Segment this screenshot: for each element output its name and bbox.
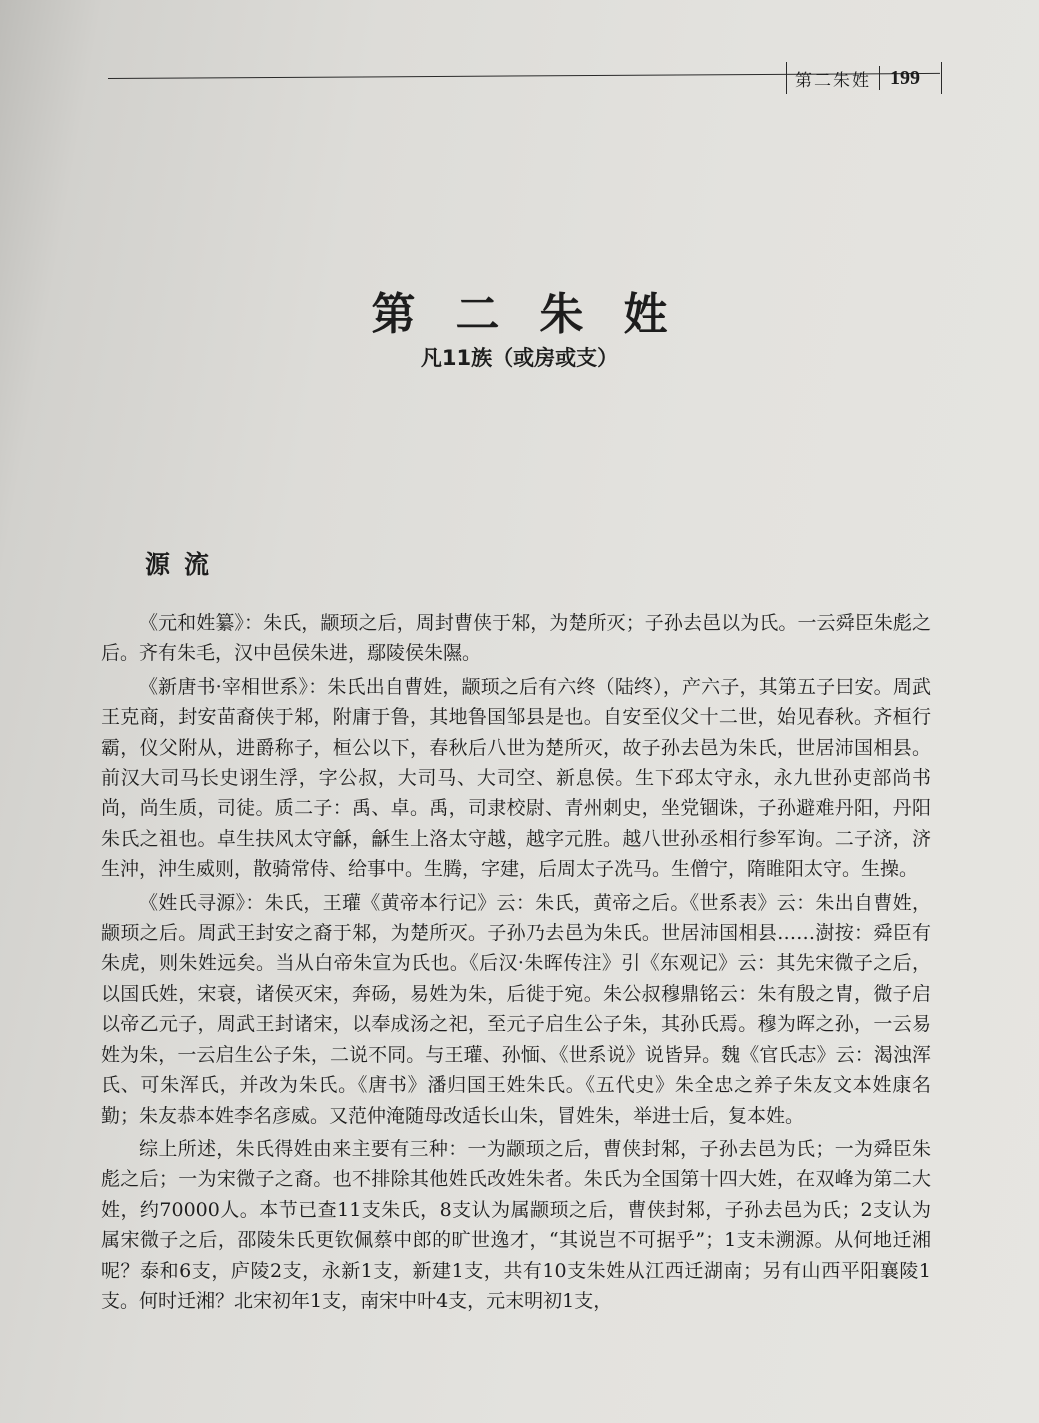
section-heading: 源流 (145, 550, 224, 579)
chapter-title: 第二朱姓 (371, 289, 708, 340)
paragraph: 《新唐书·宰相世系》：朱氏出自曹姓，颛顼之后有六终（陆终），产六子，其第五子曰安。周武王克商，封安苗裔侠于邾，附庸于鲁，其地鲁国邹县是也。自安至仪父十二世，始见春秋。齐桓行霸，仪父附从，进爵称子，桓公以下，春秋后八世为楚所灭，故子孙去邑为朱氏，世居沛国相县。前汉大司马长史诩生浮，字公叔，大司马、大司空、新息侯。生下邳太守永，永九世孙吏部尚书尚，尚生质，司徒。质二子：禹、卓。禹，司隶校尉、青州刺史，坐党锢诛，子孙避难丹阳，丹阳朱氏之祖也。卓生扶风太守龢，龢生上洛太守越，越字元胜。越八世孙丞相行参军询。二子济，济生沖，沖生威则，散骑常侍、给事中。生腾，字建，后周太子冼马。生僧宁，隋睢阳太守。生操。 (101, 675, 931, 881)
body-text (101, 608, 931, 1319)
paragraph: 综上所述，朱氏得姓由来主要有三种：一为颛顼之后，曹侠封邾，子孙去邑为氏；一为舜臣朱彪之后；一为宋微子之裔。也不排除其他姓氏改姓朱者。朱氏为全国第十四大姓，在双峰为第二大姓，约70000人。本节已查11支朱氏，8支认为属颛顼之后，曹侠封邾，子孙去邑为氏；2支认为属宋微子之后，邵陵朱氏更钦佩蔡中郎的旷世逸才，“其说岂不可据乎”；1支未溯源。从何地迁湘呢？泰和6支，庐陵2支，永新1支，新建1支，共有10支朱姓从江西迁湖南；另有山西平阳襄陵1支。何时迁湘？北宋初年1支，南宋中叶4支，元末明初1支， (101, 1137, 931, 1312)
page-number: 199 (890, 66, 920, 89)
running-header (786, 62, 942, 94)
running-header-title: 第二朱姓 (795, 70, 871, 91)
chapter-subtitle: 凡11族（或房或支） (420, 346, 619, 370)
header-divider (879, 66, 880, 90)
paragraph: 《姓氏寻源》：朱氏，王瓘《黄帝本行记》云：朱氏，黄帝之后。《世系表》云：朱出自曹姓，颛顼之后。周武王封安之裔于邾，为楚所灭。子孙乃去邑为朱氏。世居沛国相县……澍按：舜臣有朱虎，则朱姓远矣。当从白帝朱宣为氏也。《后汉·朱晖传注》引《东观记》云：其先宋微子之后，以国氏姓，宋衰，诸侯灭宋，奔砀，易姓为朱，后徙于宛。朱公叔穆鼎铭云：朱有殷之胄，微子启以帝乙元子，周武王封诸宋，以奉成汤之祀，至元子启生公子朱，其孙氏焉。穆为晖之孙，一云易姓为朱，一云启生公子朱，二说不同。与王瓘、孙愐、《世系说》说皆异。魏《官氏志》云：渴浊浑氏、可朱浑氏，并改为朱氏。《唐书》潘归国王姓朱氏。《五代史》朱全忠之养子朱友文本姓康名勤；朱友恭本姓李名彦威。又范仲淹随母改适长山朱，冒姓朱，举进士后，复本姓。 (101, 891, 931, 1127)
paragraph: 《元和姓纂》：朱氏，颛顼之后，周封曹侠于邾，为楚所灭；子孙去邑以为氏。一云舜臣朱彪之后。齐有朱毛，汉中邑侯朱进，鄢陵侯朱隰。 (101, 612, 931, 665)
